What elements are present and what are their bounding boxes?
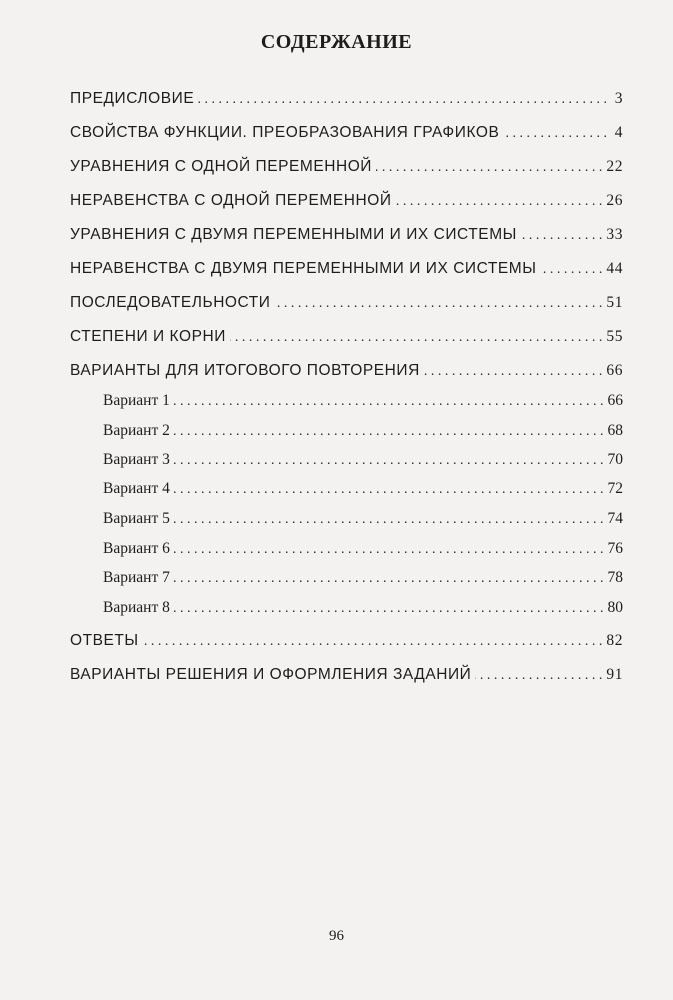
dot-leader: [174, 597, 604, 621]
dot-leader: [475, 664, 602, 688]
toc-page-number: 66: [606, 362, 623, 379]
toc-page-number: 3: [614, 90, 623, 107]
toc-page-number: 44: [606, 260, 623, 277]
toc-entry-inequalities-two-variables[interactable]: [70, 257, 623, 281]
toc-page-number: 76: [607, 540, 623, 557]
toc-entry-label: ВАРИАНТЫ РЕШЕНИЯ И ОФОРМЛЕНИЯ ЗАДАНИЙ: [70, 666, 472, 683]
dot-leader: [143, 630, 603, 654]
toc-entry-preface[interactable]: [70, 87, 623, 111]
toc-entry-label: ПОСЛЕДОВАТЕЛЬНОСТИ: [70, 294, 271, 311]
toc-subentry-variant-2[interactable]: [103, 419, 623, 443]
dot-leader: [503, 122, 607, 146]
dot-leader: [376, 156, 602, 180]
toc-entry-label: УРАВНЕНИЯ С ОДНОЙ ПЕРЕМЕННОЙ: [70, 158, 372, 175]
toc-page-number: 4: [614, 124, 623, 141]
toc-entry-label: ПРЕДИСЛОВИЕ: [70, 90, 195, 107]
toc-subentry-variant-4[interactable]: [103, 477, 623, 501]
toc-entry-label: Вариант 1: [103, 392, 170, 409]
toc-entry-label: НЕРАВЕНСТВА С ДВУМЯ ПЕРЕМЕННЫМИ И ИХ СИСТЕМЫ: [70, 260, 537, 277]
toc-entry-equations-one-variable[interactable]: [70, 155, 623, 179]
toc-entry-answers[interactable]: [70, 629, 623, 653]
toc-page-number: 55: [606, 328, 623, 345]
dot-leader: [174, 390, 604, 414]
toc-page-number: 68: [607, 422, 623, 439]
toc-entry-label: ВАРИАНТЫ ДЛЯ ИТОГОВОГО ПОВТОРЕНИЯ: [70, 362, 420, 379]
toc-entry-label: Вариант 3: [103, 451, 170, 468]
dot-leader: [198, 88, 607, 112]
toc-page-number: 51: [606, 294, 623, 311]
toc-page-number: 82: [606, 632, 623, 649]
page-title: СОДЕРЖАНИЕ: [260, 31, 413, 53]
toc-page-number: 78: [607, 569, 623, 586]
dot-leader: [521, 224, 602, 248]
toc-subentry-variant-1[interactable]: [103, 389, 623, 413]
dot-leader: [424, 360, 603, 384]
toc-subentry-variant-3[interactable]: [103, 448, 623, 472]
toc-page-number: 70: [607, 451, 623, 468]
toc-entry-final-review-variants[interactable]: [70, 359, 623, 383]
toc-entry-label: УРАВНЕНИЯ С ДВУМЯ ПЕРЕМЕННЫМИ И ИХ СИСТЕМЫ: [70, 226, 517, 243]
toc-entry-label: Вариант 7: [103, 569, 170, 586]
toc-entry-powers-and-roots[interactable]: [70, 325, 623, 349]
toc-entry-label: Вариант 6: [103, 540, 170, 557]
toc-entry-equations-two-variables[interactable]: [70, 223, 623, 247]
dot-leader: [541, 258, 603, 282]
toc-entry-label: ОТВЕТЫ: [70, 632, 139, 649]
toc-entry-label: НЕРАВЕНСТВА С ОДНОЙ ПЕРЕМЕННОЙ: [70, 192, 392, 209]
toc-subentry-variant-8[interactable]: [103, 596, 623, 620]
toc-page-number: 91: [606, 666, 623, 683]
toc-entry-inequalities-one-variable[interactable]: [70, 189, 623, 213]
toc-subentry-variant-7[interactable]: [103, 566, 623, 590]
page-number: 96: [329, 928, 344, 944]
dot-leader: [274, 292, 602, 316]
toc-entry-sequences[interactable]: [70, 291, 623, 315]
toc-page-number: 74: [607, 510, 623, 527]
toc-page-number: 72: [607, 480, 623, 497]
dot-leader: [174, 567, 604, 591]
toc-page-number: 22: [606, 158, 623, 175]
toc-subentry-variant-6[interactable]: [103, 537, 623, 561]
toc-entry-label: Вариант 8: [103, 599, 170, 616]
dot-leader: [174, 449, 604, 473]
toc-page-number: 66: [607, 392, 623, 409]
toc-subentry-variant-5[interactable]: [103, 507, 623, 531]
toc-page-number: 33: [606, 226, 623, 243]
dot-leader: [174, 508, 604, 532]
dot-leader: [230, 326, 603, 350]
toc-entry-function-properties[interactable]: [70, 121, 623, 145]
toc-page-number: 80: [607, 599, 623, 616]
toc-page-number: 26: [606, 192, 623, 209]
dot-leader: [174, 420, 604, 444]
dot-leader: [174, 478, 604, 502]
toc-entry-label: Вариант 5: [103, 510, 170, 527]
toc-entry-label: Вариант 2: [103, 422, 170, 439]
dot-leader: [396, 190, 603, 214]
toc-entry-label: СТЕПЕНИ И КОРНИ: [70, 328, 226, 345]
toc-entry-label: СВОЙСТВА ФУНКЦИИ. ПРЕОБРАЗОВАНИЯ ГРАФИКОВ: [70, 124, 500, 141]
toc-entry-label: Вариант 4: [103, 480, 170, 497]
dot-leader: [174, 538, 604, 562]
toc-entry-solution-variants[interactable]: [70, 663, 623, 687]
